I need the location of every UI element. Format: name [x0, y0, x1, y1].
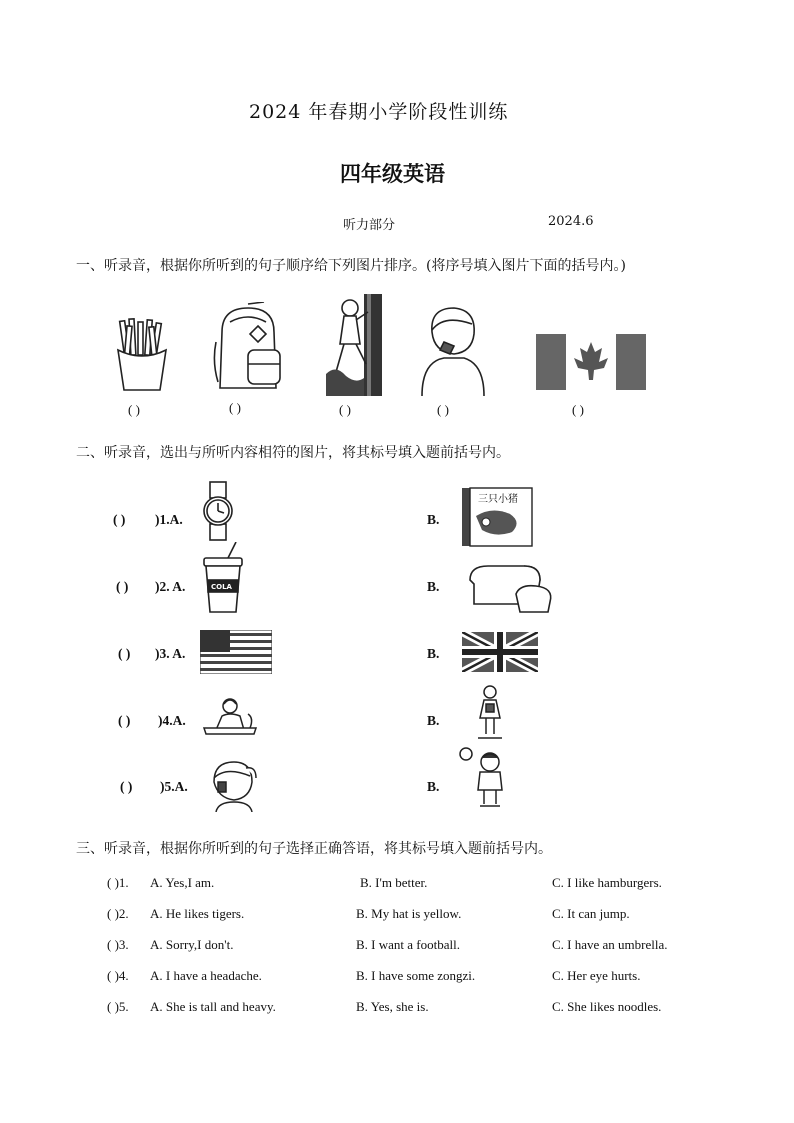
- s2-paren-3[interactable]: ( ): [118, 646, 131, 661]
- s3-a-3: A. Sorry,I don't.: [150, 937, 234, 952]
- s2-b-4: B.: [427, 713, 440, 728]
- s2-num-3: )3. A.: [155, 646, 186, 661]
- s2-num-1: )1.A.: [155, 512, 183, 527]
- s3-a-4: A. I have a headache.: [150, 968, 262, 983]
- canada-flag-icon: [536, 334, 646, 390]
- girl-standing-icon: [474, 684, 506, 740]
- book-title-text: 三只小猪: [478, 494, 518, 505]
- uk-flag-icon: [462, 632, 538, 672]
- s3-c-2: C. It can jump.: [552, 906, 630, 921]
- s3-b-4: B. I have some zongzi.: [356, 968, 476, 983]
- s3-num-3[interactable]: ( )3.: [107, 937, 129, 952]
- s3-num-1[interactable]: ( )1.: [107, 875, 129, 890]
- blank-2[interactable]: ( ): [229, 400, 241, 415]
- s3-c-3: C. I have an umbrella.: [552, 937, 668, 952]
- s3-b-3: B. I want a football.: [356, 937, 460, 952]
- s3-num-2[interactable]: ( )2.: [107, 906, 129, 921]
- cola-label: COLA: [211, 583, 232, 591]
- usa-flag-icon: [200, 630, 272, 674]
- page-title: 2024 年春期小学阶段性训练: [249, 101, 509, 123]
- s2-paren-1[interactable]: ( ): [113, 512, 126, 527]
- s2-paren-4[interactable]: ( ): [118, 713, 131, 728]
- watch-icon: [200, 480, 236, 542]
- bread-icon: [464, 562, 556, 616]
- s2-paren-2[interactable]: ( ): [116, 579, 129, 594]
- boy-nosebleed-icon: [414, 302, 490, 396]
- s3-a-2: A. He likes tigers.: [150, 906, 245, 921]
- blank-4[interactable]: ( ): [437, 402, 449, 417]
- s2-num-5: )5.A.: [160, 779, 188, 794]
- blank-3[interactable]: ( ): [339, 402, 351, 417]
- blank-1[interactable]: ( ): [128, 402, 140, 417]
- s2-b-2: B.: [427, 579, 440, 594]
- s3-a-1: A. Yes,I am.: [150, 875, 215, 890]
- s2-b-5: B.: [427, 779, 440, 794]
- s2-num-4: )4.A.: [158, 713, 186, 728]
- s3-c-5: C. She likes noodles.: [552, 999, 662, 1014]
- part-label: 听力部分: [343, 218, 396, 233]
- french-fries-icon: [112, 318, 172, 393]
- s3-a-5: A. She is tall and heavy.: [150, 999, 276, 1014]
- girl-climbing-tree-icon: [326, 294, 384, 396]
- s3-c-1: C. I like hamburgers.: [552, 875, 662, 890]
- s2-b-3: B.: [427, 646, 440, 661]
- date-label: 2024.6: [548, 214, 594, 229]
- section1-instruction: 一、听录音，根据你所听到的句子顺序给下列图片排序。(将序号填入图片下面的括号内。): [76, 258, 626, 274]
- s3-b-5: B. Yes, she is.: [356, 999, 429, 1014]
- backpack-icon: [208, 302, 288, 394]
- s2-num-2: )2. A.: [155, 579, 186, 594]
- s2-paren-5[interactable]: ( ): [120, 779, 133, 794]
- s3-b-1: B. I'm better.: [360, 875, 428, 890]
- s3-num-4[interactable]: ( )4.: [107, 968, 129, 983]
- cola-cup-icon: [200, 542, 246, 614]
- blank-5[interactable]: ( ): [572, 402, 584, 417]
- s3-num-5[interactable]: ( )5.: [107, 999, 129, 1014]
- boy-thinking-icon: [458, 744, 506, 810]
- s3-c-4: C. Her eye hurts.: [552, 968, 641, 983]
- page-subtitle: 四年级英语: [340, 161, 445, 186]
- girl-portrait-icon: [206, 758, 260, 812]
- section2-instruction: 二、听录音，选出与所听内容相符的图片，将其标号填入题前括号内。: [76, 445, 510, 461]
- s3-b-2: B. My hat is yellow.: [356, 906, 462, 921]
- girl-at-desk-icon: [198, 694, 260, 742]
- section3-instruction: 三、听录音，根据你所听到的句子选择正确答语，将其标号填入题前括号内。: [76, 841, 552, 857]
- s2-b-1: B.: [427, 512, 440, 527]
